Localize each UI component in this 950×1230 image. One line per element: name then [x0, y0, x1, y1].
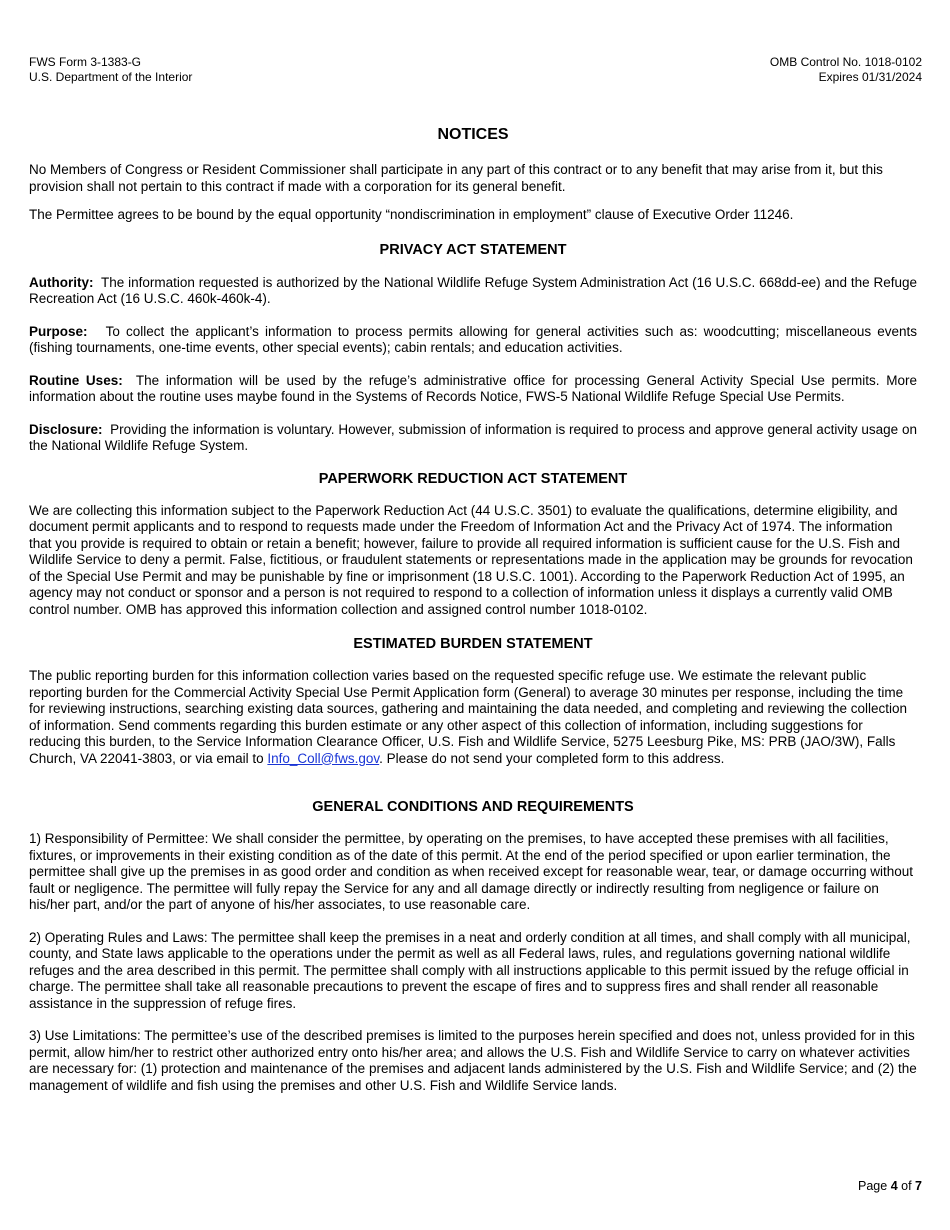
burden-text-end: . Please do not send your completed form to this address. [379, 750, 725, 766]
expiration-date: Expires 01/31/2024 [818, 70, 922, 84]
privacy-disclosure [29, 422, 917, 455]
purpose-label: Purpose: [29, 323, 88, 339]
page-number: Page 4 of 7 [858, 1179, 922, 1193]
total-pages: 7 [915, 1179, 922, 1193]
authority-label: Authority: [29, 274, 94, 290]
disclosure-text: Providing the information is voluntary. However, submission of information is required to process and approve general activity usage on the National Wildlife Refuge System. [29, 421, 917, 453]
burden-statement-heading: ESTIMATED BURDEN STATEMENT [353, 636, 593, 652]
paperwork-reduction-text: We are collecting this information subject to the Paperwork Reduction Act (44 U.S.C. 3501) to evaluate the qualifications, determine eligibility, and document permit applicants and to respond to requests made under the Freedom of Information Act and the Privacy Act of 1974. The information that you provide is required to obtain or retain a benefit; however, failure to provide all required information is sufficient cause for the U.S. Fish and Wildlife Service to deny a permit. False, fictitious, or fraudulent statements or representations made in the application may be grounds for revocation of the Special Use Permit and may be punishable by fine or imprisonment (18 U.S.C. 1001). According to the Paperwork Reduction Act of 1995, an agency may not conduct or sponsor and a person is not required to respond to a collection of information unless it displays a currently valid OMB control number. OMB has approved this information collection and assigned control number 1018-0102. [29, 502, 913, 617]
condition-responsibility: 1) Responsibility of Permittee: We shall consider the permittee, by operating on the premises, to have accepted these premises with all facilities, fixtures, or improvements in their existing condition as of the date of this permit. At the end of the period specified or upon earlier termination, the permittee shall give up the premises in as good order and condition as when received except for reasonable wear, tear, or damage occurring without fault or negligence. The permittee will fully repay the Service for any and all damage directly or indirectly resulting from negligence or failure on his/her part, and/or the part of anyone of his/her associates, to use reasonable care. [29, 831, 914, 912]
burden-text-main: The public reporting burden for this information collection varies based on the requested specific refuge use. We estimate the relevant public reporting burden for the Commercial Activity Special Use Permit Application form (General) to average 30 minutes per response, including the time for reviewing instructions, searching existing data sources, gathering and maintaining the data needed, and completing and reviewing the collection of information. Send comments regarding this burden estimate or any other aspect of this collection of information, including suggestions for reducing this burden, to the Service Information Clearance Officer, U.S. Fish and Wildlife Service, 5275 Leesburg Pike, MS: PRB (JAO/3W), Falls Church, VA 22041-3803, or via email to [29, 668, 908, 766]
privacy-authority [29, 275, 917, 308]
paperwork-reduction-heading: PAPERWORK REDUCTION ACT STATEMENT [318, 470, 628, 487]
department-name: U.S. Department of the Interior [29, 70, 193, 84]
routine-uses-text: The information will be used by the refuge’s administrative office for processing General Activity Special Use permits. More information about the routine uses maybe found in the Systems of Records Notice, FWS-5 National Wildlife Refuge Special Use Permits. [29, 372, 918, 404]
header-right [770, 55, 922, 85]
notices-heading: NOTICES [437, 126, 509, 143]
privacy-act-heading: PRIVACY ACT STATEMENT [379, 241, 567, 258]
purpose-text: To collect the applicant’s information to process permits allowing for general activities such as: woodcutting; miscellaneous events (fishing tournaments, one-time events, other special events); cabin rentals; and education activities. [29, 323, 918, 355]
form-number: FWS Form 3-1383-G [29, 55, 142, 69]
header-left [29, 55, 192, 85]
condition-use-limitations: 3) Use Limitations: The permittee’s use of the described premises is limited to the purposes herein specified and does not, unless provided for in this permit, allow him/her to restrict other authorized entry onto his/her area; and allows the U.S. Fish and Wildlife Service to carry on whatever activities are necessary for: (1) protection and maintenance of the premises and adjacent lands administered by the U.S. Fish and Wildlife Service; and (2) the management of wildlife and fish using the premises and other U.S. Fish and Wildlife Service lands. [29, 1028, 917, 1093]
general-conditions-heading: GENERAL CONDITIONS AND REQUIREMENTS [312, 799, 634, 815]
routine-uses-label: Routine Uses: [29, 372, 123, 388]
info-coll-email-link[interactable]: Info_Coll@fws.gov [267, 750, 380, 766]
privacy-routine-uses [29, 373, 917, 406]
notices-paragraph-congress: No Members of Congress or Resident Commissioner shall participate in any part of this contract or to any benefit that may arise from it, but this provision shall not pertain to this contract if made with a corporation for its general benefit. [29, 162, 883, 194]
current-page: 4 [890, 1179, 898, 1193]
authority-text: The information requested is authorized by the National Wildlife Refuge System Administration Act (16 U.S.C. 668dd-ee) and the Refuge Recreation Act (16 U.S.C. 460k-460k-4). [29, 274, 917, 306]
privacy-purpose [29, 324, 917, 357]
condition-operating-rules: 2) Operating Rules and Laws: The permittee shall keep the premises in a neat and orderly condition at all times, and shall comply with all municipal, county, and State laws applicable to the operations under the permit as well as all Federal laws, rules, and regulations governing national wildlife refuges and the area described in this permit. The permittee shall comply with all instructions applicable to this permit issued by the refuge official in charge. The permittee shall take all reasonable precautions to prevent the escape of fires and to suppress fires and shall render all reasonable assistance in the suppression of refuge fires. [29, 929, 911, 1011]
disclosure-label: Disclosure: [29, 421, 103, 437]
document-body [29, 124, 917, 1094]
notices-paragraph-nondiscrimination: The Permittee agrees to be bound by the equal opportunity “nondiscrimination in employment” clause of Executive Order 11246. [29, 207, 794, 222]
omb-control-number: OMB Control No. 1018-0102 [769, 55, 922, 69]
burden-statement-text [29, 668, 917, 767]
